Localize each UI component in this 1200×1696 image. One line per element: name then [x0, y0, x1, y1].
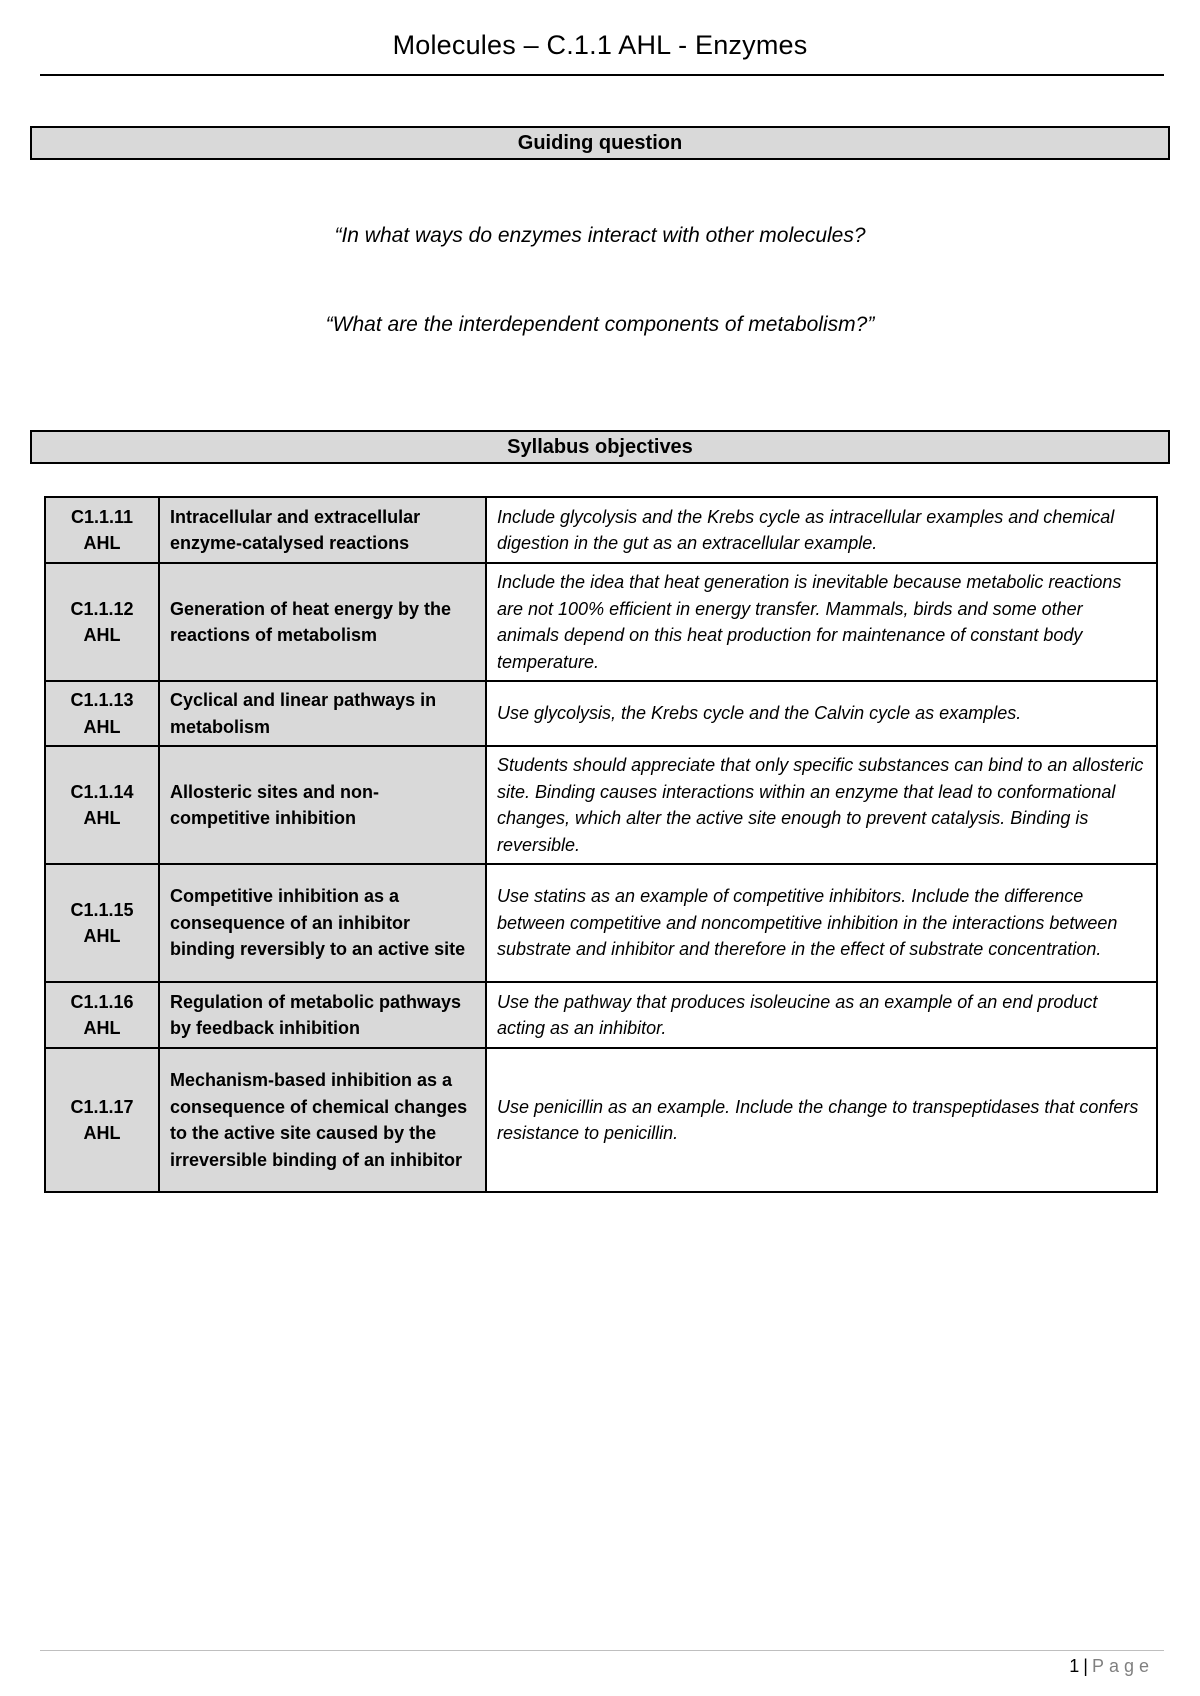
table-row: [45, 497, 1157, 563]
syllabus-objectives-heading: Syllabus objectives: [30, 430, 1170, 464]
objective-topic: Generation of heat energy by the reactions of metabolism: [159, 563, 486, 681]
footer-separator: |: [1083, 1656, 1088, 1676]
objective-code: C1.1.15: [70, 899, 134, 920]
objective-code: C1.1.16: [70, 991, 134, 1012]
objective-topic: Mechanism-based inhibition as a consequence of chemical changes to the active site caused by the irreversible binding of an inhibitor: [159, 1048, 486, 1192]
objective-guidance: Use penicillin as an example. Include the change to transpeptidases that confers resistance to penicillin.: [486, 1048, 1157, 1192]
objective-code-cell: [45, 1048, 159, 1192]
objective-topic: Intracellular and extracellular enzyme-catalysed reactions: [159, 497, 486, 563]
objective-guidance: Include the idea that heat generation is inevitable because metabolic reactions are not 100% efficient in energy transfer. Mammals, birds and some other animals depend on this heat production for maintenance of constant body temperature.: [486, 563, 1157, 681]
objective-level: AHL: [83, 1018, 121, 1038]
objective-guidance: Use glycolysis, the Krebs cycle and the Calvin cycle as examples.: [486, 681, 1157, 746]
objective-code-cell: [45, 497, 159, 563]
objective-guidance: Use the pathway that produces isoleucine as an example of an end product acting as an inhibitor.: [486, 982, 1157, 1048]
objective-level: AHL: [83, 716, 121, 737]
syllabus-objectives-table: [44, 496, 1158, 1193]
table-row: [45, 982, 1157, 1048]
table-row: [45, 746, 1157, 864]
objective-code-cell: [45, 681, 159, 746]
objective-code: C1.1.11: [70, 506, 134, 527]
objective-level: AHL: [83, 808, 121, 828]
objective-topic: Cyclical and linear pathways in metabolism: [159, 681, 486, 746]
objective-topic: Allosteric sites and non-competitive inhibition: [159, 746, 486, 864]
objective-code-cell: [45, 864, 159, 982]
objective-topic: Regulation of metabolic pathways by feedback inhibition: [159, 982, 486, 1048]
table-row: [45, 1048, 1157, 1192]
objective-topic: Competitive inhibition as a consequence of an inhibitor binding reversibly to an active site: [159, 864, 486, 982]
objective-level: AHL: [83, 533, 121, 553]
guiding-question-2: “What are the interdependent components of metabolism?”: [325, 313, 875, 336]
objective-level: AHL: [83, 926, 121, 946]
page-title: Molecules – C.1.1 AHL - Enzymes: [392, 30, 808, 60]
table-row: [45, 864, 1157, 982]
objective-guidance: Include glycolysis and the Krebs cycle as intracellular examples and chemical digestion in the gut as an extracellular example.: [486, 497, 1157, 563]
page-word: Page: [1091, 1656, 1154, 1676]
title-divider: [40, 74, 1164, 76]
footer-divider: [40, 1650, 1164, 1651]
objective-code-cell: [45, 563, 159, 681]
objective-code: C1.1.14: [70, 781, 134, 802]
guiding-question-heading: Guiding question: [30, 126, 1170, 160]
table-row: [45, 563, 1157, 681]
page-footer: [1069, 1656, 1154, 1677]
objective-guidance: Use statins as an example of competitive inhibitors. Include the difference between competitive and noncompetitive inhibition in the interactions between substrate and inhibitor and therefore in the effect of substrate concentration.: [486, 864, 1157, 982]
objective-code-cell: [45, 982, 159, 1048]
guiding-question-1: “In what ways do enzymes interact with other molecules?: [334, 224, 866, 247]
page-number: 1: [1069, 1656, 1080, 1676]
objective-code: C1.1.17: [70, 1096, 134, 1117]
objective-level: AHL: [83, 625, 121, 645]
objective-guidance: Students should appreciate that only specific substances can bind to an allosteric site. Binding causes interactions within an enzyme that lead to conformational changes, which alter the active site enough to prevent catalysis. Binding is reversible.: [486, 746, 1157, 864]
objective-code: C1.1.13: [70, 690, 134, 710]
objective-level: AHL: [83, 1123, 121, 1143]
table-row: [45, 681, 1157, 746]
objective-code: C1.1.12: [70, 598, 134, 619]
objective-code-cell: [45, 746, 159, 864]
